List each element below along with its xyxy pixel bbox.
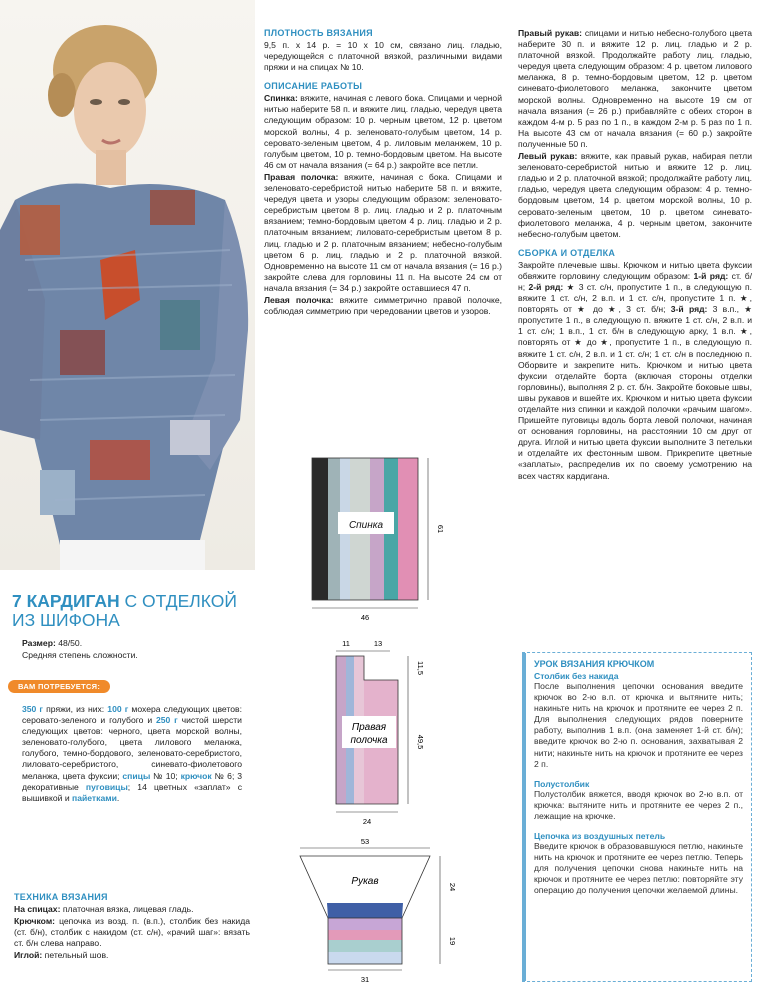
- buttons-label: пуговицы: [85, 781, 128, 792]
- front-top-right: 13: [373, 639, 383, 648]
- yarn-total: 350 г: [22, 704, 44, 714]
- assembly-heading: СБОРКА И ОТДЕЛКА: [518, 247, 616, 258]
- hook-text: № 6; 3 декоративные: [22, 770, 242, 792]
- sleeve-label: Рукав: [351, 876, 379, 887]
- work-heading: ОПИСАНИЕ РАБОТЫ: [264, 81, 363, 92]
- needle-label: Иглой:: [14, 950, 43, 961]
- crochet-text: цепочка из возд. п. (в.п.), столбик без накида (ст. б/н), столбик с накидом (ст. с/н), «рачий шаг»: вязать ст. б/н слева направо.: [14, 916, 250, 949]
- needles-label: спицы: [122, 770, 151, 781]
- technique-heading: ТЕХНИКА ВЯЗАНИЯ: [14, 892, 108, 902]
- sleeve-lower-height: 19: [448, 936, 457, 946]
- back-schematic: [312, 458, 445, 622]
- middle-column: [264, 28, 502, 318]
- left-front-label: Левая полочка:: [264, 294, 334, 305]
- sleeve-schematic: [300, 837, 457, 984]
- right-sleeve-text: спицами и нитью небесно-голубого цвета наберите 30 п. и вяжите 12 р. лиц. гладью и 2 р. платочной вязкой. Продолжайте работу лиц. гладью, чередуя цвета следующим образом: 4 р. цветом лилового меланжа, 8 р. темно-бордовым цветом, 12 р. цветом синевато-фиолетового меланжа, закончите цветом морской волны. Одновременно на высоте 19 см от начала вязания (= 26 р.) прибавляйте с обеих сторон в каждом 4-м р. 5 раз по 1 п., в каждом 2-м р. 5 раз по 1 п. На высоте 43 см от начала вязания (= 60 р.) закройте полученные 50 п.: [518, 28, 753, 149]
- materials-text-3: чистой шерсти следующих цветов: черного, цвета морской волны, зеленовато-голубого, цвета лилового меланжа, голубого, темно-бордового, зеленовато-серебристого, лиловато-серебристого, синевато-фиолетового меланжа, цвета фуксии;: [22, 715, 242, 781]
- front-neck-height: 11,5: [416, 660, 425, 676]
- knit-label: На спицах:: [14, 904, 61, 914]
- needle-text: петельный шов.: [42, 950, 109, 961]
- sequins-label: пайетками: [72, 792, 117, 803]
- materials-end: .: [116, 792, 120, 803]
- row1-label: 1-й ряд:: [693, 270, 729, 281]
- left-sleeve-text: вяжите, как правый рукав, набирая петли зеленовато-серебристой нитью и вяжите 12 р. лиц. гладью и 2 р. платочной вязкой; продолжайте работу лиц. гладью, чередуя цвета следующим образом: 4 р. темно-бордовым цветом, 14 р. цветом морской волны, 10 р. серовато-зеленым цветом, 10 р. цветом синевато-фиолетового меланжа, 4 р. черным цветом, закончите небесно-голубым цветом.: [518, 151, 752, 239]
- materials-badge: ВАМ ПОТРЕБУЕТСЯ:: [8, 680, 110, 693]
- sleeve-upper-height: 24: [448, 882, 457, 892]
- front-width: 24: [362, 817, 372, 826]
- back-width: 46: [360, 613, 370, 622]
- gauge-heading: ПЛОТНОСТЬ ВЯЗАНИЯ: [264, 28, 373, 38]
- right-column: [518, 28, 752, 483]
- wool-weight: 250 г: [155, 715, 178, 726]
- pattern-title: [12, 592, 250, 630]
- front-schematic: [336, 639, 425, 826]
- size-value: 48/50.: [58, 638, 83, 648]
- row3-label: 3-й ряд:: [670, 304, 708, 315]
- front-label-2: полочка: [350, 735, 388, 746]
- right-sleeve-label: Правый рукав:: [518, 28, 583, 38]
- cardigan-photo-illustration: [0, 0, 255, 570]
- size-block: [22, 638, 250, 662]
- needles-text: № 10;: [150, 770, 181, 781]
- row2-label: 2-й ряд:: [528, 281, 564, 292]
- sleeve-bottom: 31: [360, 975, 370, 984]
- assembly-intro: Закройте плечевые швы. Крючком и нитью цвета фуксии обвяжите горловину следующим образом:: [518, 259, 752, 281]
- buttons-text: ; 14 цветных «заплат» с вышивкой и: [22, 781, 242, 803]
- technique-section: [14, 892, 250, 962]
- hook-label: крючок: [180, 770, 212, 781]
- back-height: 61: [436, 524, 445, 534]
- back-label: Спинка: [348, 520, 384, 531]
- title-line2: ИЗ ШИФОНА: [12, 610, 120, 630]
- mohair-weight: 100 г: [107, 704, 129, 714]
- lesson-s2-text: Полустолбик вяжется, вводя крючок во 2-ю в.п. от крючка: вытяните нить и протяните ее через 2 п., лежащие на крючке.: [534, 788, 743, 821]
- lesson-s3-text: Введите крючок в образовавшуюся петлю, накиньте нить на крючок и протяните ее через петлю. Теперь для получения цепочки снова накиньте нить на крючок и протяните ее через петлю: повторяйте эту операцию до получения цепочки желаемой длины.: [534, 841, 743, 896]
- back-label: Спинка:: [264, 93, 298, 104]
- lesson-box: [522, 652, 752, 982]
- lesson-s3-title: Цепочка из воздушных петель: [534, 831, 666, 842]
- front-height: 49,5: [416, 734, 425, 750]
- title-rest: С ОТДЕЛКОЙ: [119, 591, 237, 611]
- difficulty: Средняя степень сложности.: [22, 650, 138, 661]
- right-front-text: вяжите, начиная с бока. Спицами и зеленовато-серебристой нитью наберите 58 п. и вяжите, чередуя цвета и узоры следующим образом: зеленовато-серебристым цветом 8 р. лиц. гладью и 2 р. платочным вязанием; темно-бордовым цветом 4 р. лиц. гладью и 2 р. платочным вязанием; лиловато-серебристым цветом 8 р. лиц. гладью и 2 р. платочным вязанием; небесно-голубым цветом 6 р. лиц. гладью и 2 р. платочной вязкой. Одновременно на высоте 11 см от начала вязания (= 16 р.) закройте слева для горловины 11 п. На высоте 24 см от начала вязания (= 34 р.) закройте оставшиеся 47 п.: [264, 171, 502, 293]
- front-top-left: 11: [342, 639, 350, 648]
- pattern-number: 7: [12, 591, 22, 611]
- left-sleeve-label: Левый рукав:: [518, 151, 578, 162]
- row2-text: ★ 3 ст. с/н, пропустите 1 п., в следующую п. вяжите 1 ст. с/н, 2 в.п. и 1 ст. с/н, пропустите 1 п. ★, повторять от ★ до ★, 3 ст. б/н;: [518, 281, 753, 315]
- materials-text: [22, 704, 242, 805]
- lesson-s1-title: Столбик без накида: [534, 671, 619, 681]
- lesson-s1-text: После выполнения цепочки основания введите крючок во 2-ю в.п. от крючка и вытяните нить; накиньте нить на крючок и протяните ее через 2 п. Для выполнения следующих рядов поверните работу, выполнив 1 в.п. (она заменяет 1-й ст. б/н); введите крючок во 2-ю п. основания, захватывая 2 нити; накиньте нить на крючок и протяните ее через 2 п.: [534, 681, 743, 769]
- materials-text-1: пряжи, из них:: [43, 704, 108, 714]
- right-front-label: Правая полочка:: [264, 171, 339, 182]
- front-label-1: Правая: [351, 722, 387, 733]
- materials-text-2: мохера следующих цветов: серовато-зеленого и голубого и: [22, 704, 243, 726]
- title-bold: КАРДИГАН: [26, 591, 120, 611]
- row3-text: 3 в.п., ★ пропустите 1 п., в следующую п. вяжите 1 ст. с/н, 2 в.п. и 1 ст. с/н; 1 в.п., 1 ст. б/н в следующую арку, 1 в.п. ★, повторять от ★ до ★, пропустите 1 п., в следующую п. вяжите 1 ст. с/н, 2 в.п. и 1 ст. с/н; 1 ст. с/н в последнюю п. Оборвите и закрепите нить. Крючком и нитью цвета фуксии отделайте борта (включая стороны отделки горловины), выполняя 2 р. ст. б/н. Закройте боковые швы, швы рукавов и вшейте их. Крючком и нитью цвета фуксии отделайте низ спинки и каждой полочки «рачьим шагом». Пришейте пуговицы вдоль борта левой полочки, начиная от основания горловины, на расстоянии 10 см друг от друга. Иглой и нитью цвета фуксии выполните 3 петельки и отделайте их фестонным швом. Прикрепите цветные «заплаты», распределив их по своему усмотрению на всех частях кардигана.: [518, 304, 752, 481]
- sleeve-top: 53: [360, 837, 370, 846]
- crochet-label: Крючком:: [14, 916, 56, 927]
- knit-text: платочная вязка, лицевая гладь.: [60, 904, 194, 914]
- model-photo: [0, 0, 255, 570]
- lesson-title: УРОК ВЯЗАНИЯ КРЮЧКОМ: [534, 659, 655, 669]
- back-text: вяжите, начиная с левого бока. Спицами и черной нитью наберите 58 п. и вяжите лиц. гладью, чередуя цвета следующим образом: 10 р. черным цветом, 12 р. цветом морской волны, 4 р. зеленовато-голубым цветом, 14 р. серовато-зеленым цветом, 4 р. лиловым меланжем, 10 р. голубым цветом, 10 р. темно-бордовым цветом. На высоте 46 см от начала вязания (= 64 р.) закройте все петли.: [264, 93, 502, 170]
- size-label: Размер:: [22, 638, 56, 648]
- row1-text: ст. б/н;: [518, 270, 752, 292]
- gauge-text: 9,5 п. х 14 р. = 10 х 10 см, связано лиц. гладью, чередующейся с платочной вязкой, различными видами пряжи и на спицах № 10.: [264, 40, 502, 73]
- schematics: [290, 448, 470, 993]
- left-front-text: вяжите симметрично правой полочке, соблюдая симметрию при чередовании цветов и узоров.: [264, 294, 502, 317]
- lesson-s2-title: Полустолбик: [534, 778, 590, 789]
